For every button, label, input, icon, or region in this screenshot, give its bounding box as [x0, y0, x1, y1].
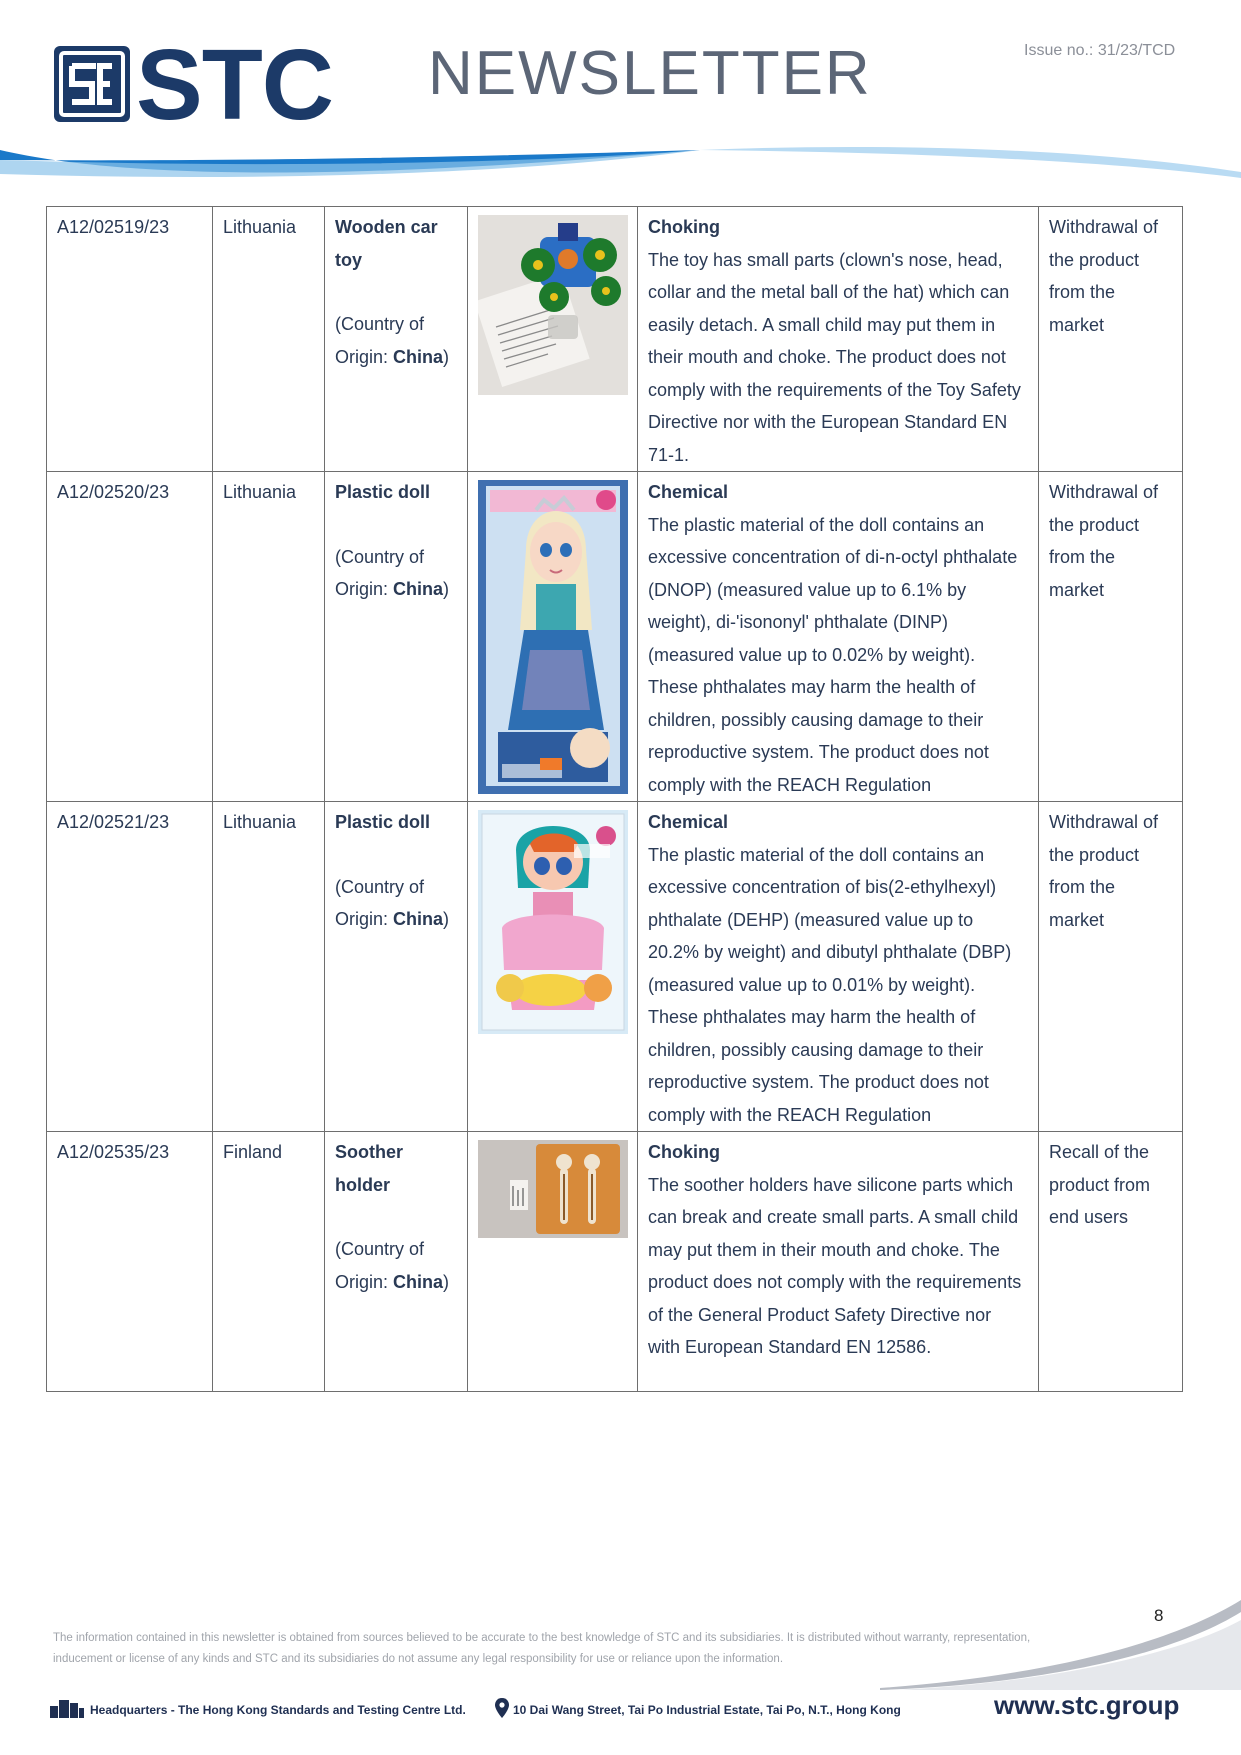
recall-table	[46, 206, 1183, 1392]
headquarters-label: Headquarters - The Hong Kong Standards and Testing Centre Ltd.	[90, 1703, 466, 1717]
hazard-description: The plastic material of the doll contains an excessive concentration of di-n-octyl phthalate (DNOP) (measured value up to 6.1% by weight), di-'isononyl' phthalate (DINP) (measured value up to 0.02% by weight). These phthalates may harm the health of children, possibly causing damage to their reproductive system. The product does not comply with the REACH Regulation	[648, 514, 1018, 795]
product-photo-cell	[468, 802, 638, 1132]
product-name: Wooden car toy	[335, 217, 438, 270]
country-of-origin: (Country of Origin: China)	[335, 546, 450, 599]
cry-babies-doll-photo	[478, 810, 628, 1034]
location-pin-icon	[495, 1698, 509, 1718]
product-name: Plastic doll	[335, 812, 431, 832]
measure-taken: Withdrawal of the product from the market	[1039, 207, 1183, 472]
hazard-type: Choking	[648, 1142, 720, 1162]
wooden-car-toy-photo	[478, 215, 628, 395]
product-photo-cell	[468, 1132, 638, 1392]
headquarters-address: 10 Dai Wang Street, Tai Po Industrial Estate, Tai Po, N.T., Hong Kong	[513, 1703, 901, 1717]
table-row	[47, 472, 1183, 802]
reference-number: A12/02535/23	[47, 1132, 213, 1392]
product-name: Soother holder	[335, 1142, 404, 1195]
soother-holder-photo	[478, 1140, 628, 1238]
product-cell	[325, 207, 468, 472]
hazard-description: The plastic material of the doll contains an excessive concentration of bis(2-ethylhexyl) phthalate (DEHP) (measured value up to 20.2% by weight) and dibutyl phthalate (DBP) (measured value up to 0.01% by weight). These phthalates may harm the health of children, possibly causing damage to their reproductive system. The product does not comply with the REACH Regulation	[648, 844, 1012, 1125]
measure-taken: Withdrawal of the product from the market	[1039, 472, 1183, 802]
stc-logo	[52, 29, 352, 141]
hazard-type: Chemical	[648, 812, 729, 832]
disclaimer-text: The information contained in this newsletter is obtained from sources believed to be accurate to the best knowledge of STC and its subsidiaries. It is distributed without warranty, representation, inducement or license of any kinds and STC and its subsidiaries do not assume any legal responsibility for use or reliance upon the information.	[53, 1632, 1031, 1665]
page-number: 8	[1154, 1606, 1164, 1625]
reference-number: A12/02521/23	[47, 802, 213, 1132]
product-photo-cell	[468, 207, 638, 472]
notifying-country: Finland	[213, 1132, 325, 1392]
hazard-cell	[638, 1132, 1039, 1392]
issue-number: Issue no.: 31/23/TCD	[1024, 42, 1176, 59]
measure-taken: Withdrawal of the product from the market	[1039, 802, 1183, 1132]
hazard-cell	[638, 207, 1039, 472]
hazard-description: The toy has small parts (clown's nose, head, collar and the metal ball of the hat) which can easily detach. A small child may put them in their mouth and choke. The product does not comply with the requirements of the Toy Safety Directive nor with the European Standard EN 71-1.	[648, 249, 1021, 465]
newsletter-title: NEWSLETTER	[428, 39, 872, 108]
table-row	[47, 802, 1183, 1132]
country-of-origin: (Country of Origin: China)	[335, 1239, 450, 1292]
hazard-cell	[638, 472, 1039, 802]
product-cell	[325, 802, 468, 1132]
fashion-doll-photo	[478, 480, 628, 794]
reference-number: A12/02520/23	[47, 472, 213, 802]
notifying-country: Lithuania	[213, 802, 325, 1132]
reference-number: A12/02519/23	[47, 207, 213, 472]
measure-taken: Recall of the product from end users	[1039, 1132, 1183, 1392]
stc-emblem-icon	[52, 44, 132, 124]
notifying-country: Lithuania	[213, 472, 325, 802]
table-row	[47, 1132, 1183, 1392]
product-photo-cell	[468, 472, 638, 802]
hazard-type: Choking	[648, 217, 720, 237]
product-name: Plastic doll	[335, 482, 431, 502]
country-of-origin: (Country of Origin: China)	[335, 876, 450, 929]
product-cell	[325, 472, 468, 802]
country-of-origin: (Country of Origin: China)	[335, 314, 450, 367]
website-link[interactable]: www.stc.group	[994, 1690, 1180, 1720]
header-swoosh-decoration	[0, 138, 1241, 198]
product-cell	[325, 1132, 468, 1392]
hazard-type: Chemical	[648, 482, 729, 502]
hazard-cell	[638, 802, 1039, 1132]
logo-text: STC	[136, 29, 333, 141]
notifying-country: Lithuania	[213, 207, 325, 472]
headquarters-building-icon	[50, 1698, 84, 1718]
table-row	[47, 207, 1183, 472]
hazard-description: The soother holders have silicone parts which can break and create small parts. A small child may put them in their mouth and choke. The product does not comply with the requirements of the General Product Safety Directive nor with European Standard EN 12586.	[648, 1174, 1022, 1357]
